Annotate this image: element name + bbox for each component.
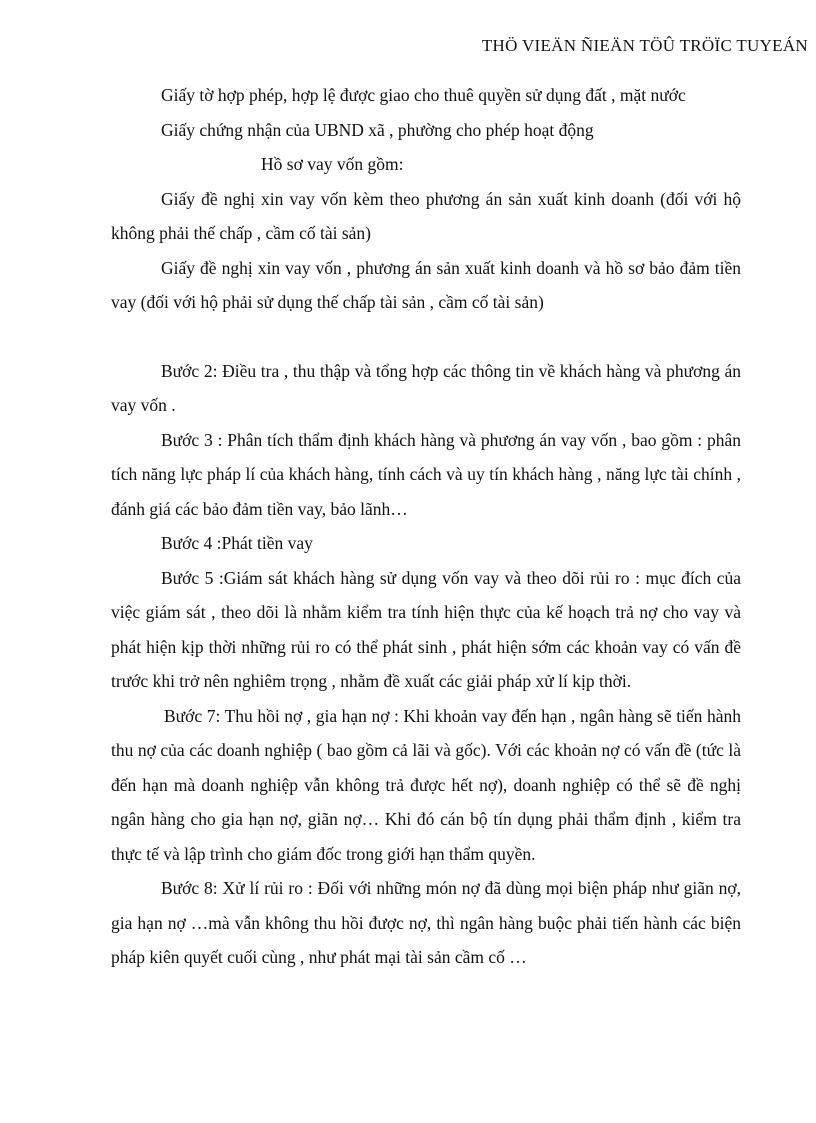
paragraph-loan-request-with-collateral: Giấy đề nghị xin vay vốn , phương án sản xuất kinh doanh và hồ sơ bảo đảm tiền vay (đối với hộ phải sử dụng thế chấp tài sản , cầm cố tài sản) — [111, 257, 741, 312]
blank-line — [111, 320, 741, 354]
paragraph-step-4: Bước 4 :Phát tiền vay — [161, 533, 313, 553]
paragraph-land-permit: Giấy tờ hợp phép, hợp lệ được giao cho thuê quyền sử dụng đất , mặt nước — [161, 85, 686, 105]
document-body — [111, 78, 741, 975]
paragraph-step-7: Bước 7: Thu hồi nợ , gia hạn nợ : Khi khoản vay đến hạn , ngân hàng sẽ tiến hành thu nợ của các doanh nghiệp ( bao gồm cả lãi và gốc). Với các khoản nợ có vấn đề (tức là đến hạn mà doanh nghiệp vẫn không trả được hết nợ), doanh nghiệp có thể sẽ đề nghị ngân hàng cho gia hạn nợ, giãn nợ… Khi đó cán bộ tín dụng phải thẩm định , kiểm tra thực tế và lập trình cho giám đốc trong giới hạn thẩm quyền. — [111, 705, 741, 864]
paragraph-step-5: Bước 5 :Giám sát khách hàng sử dụng vốn vay và theo dõi rủi ro : mục đích của việc giám sát , theo dõi là nhằm kiểm tra tính hiện thực của kế hoạch trả nợ cho vay và phát hiện kịp thời những rủi ro có thể phát sinh , phát hiện sớm các khoản vay có vấn đề trước khi trở nên nghiêm trọng , nhằm đề xuất các giải pháp xử lí kịp thời. — [111, 567, 741, 691]
page-header: THÖ VIEÄN ÑIEÄN TÖÛ TRÖÏC TUYEÁN — [481, 36, 808, 55]
paragraph-commune-certificate: Giấy chứng nhận của UBND xã , phường cho phép hoạt động — [161, 119, 594, 140]
paragraph-step-2: Bước 2: Điều tra , thu thập và tổng hợp các thông tin về khách hàng và phương án vay vốn . — [111, 360, 741, 415]
paragraph-loan-dossier-heading: Hồ sơ vay vốn gồm: — [261, 154, 404, 174]
paragraph-loan-request-no-collateral: Giấy đề nghị xin vay vốn kèm theo phương án sản xuất kinh doanh (đối với hộ không phải thế chấp , cầm cố tài sản) — [111, 188, 741, 243]
paragraph-step-8: Bước 8: Xử lí rủi ro : Đối với những món nợ đã dùng mọi biện pháp như giãn nợ, gia hạn nợ …mà vẫn không thu hồi được nợ, thì ngân hàng buộc phải tiến hành các biện pháp kiên quyết cuối cùng , như phát mại tài sản cầm cố … — [111, 878, 741, 967]
paragraph-step-3: Bước 3 : Phân tích thẩm định khách hàng và phương án vay vốn , bao gồm : phân tích năng lực pháp lí của khách hàng, tính cách và uy tín khách hàng , năng lực tài chính , đánh giá các bảo đảm tiền vay, bảo lãnh… — [111, 429, 741, 519]
